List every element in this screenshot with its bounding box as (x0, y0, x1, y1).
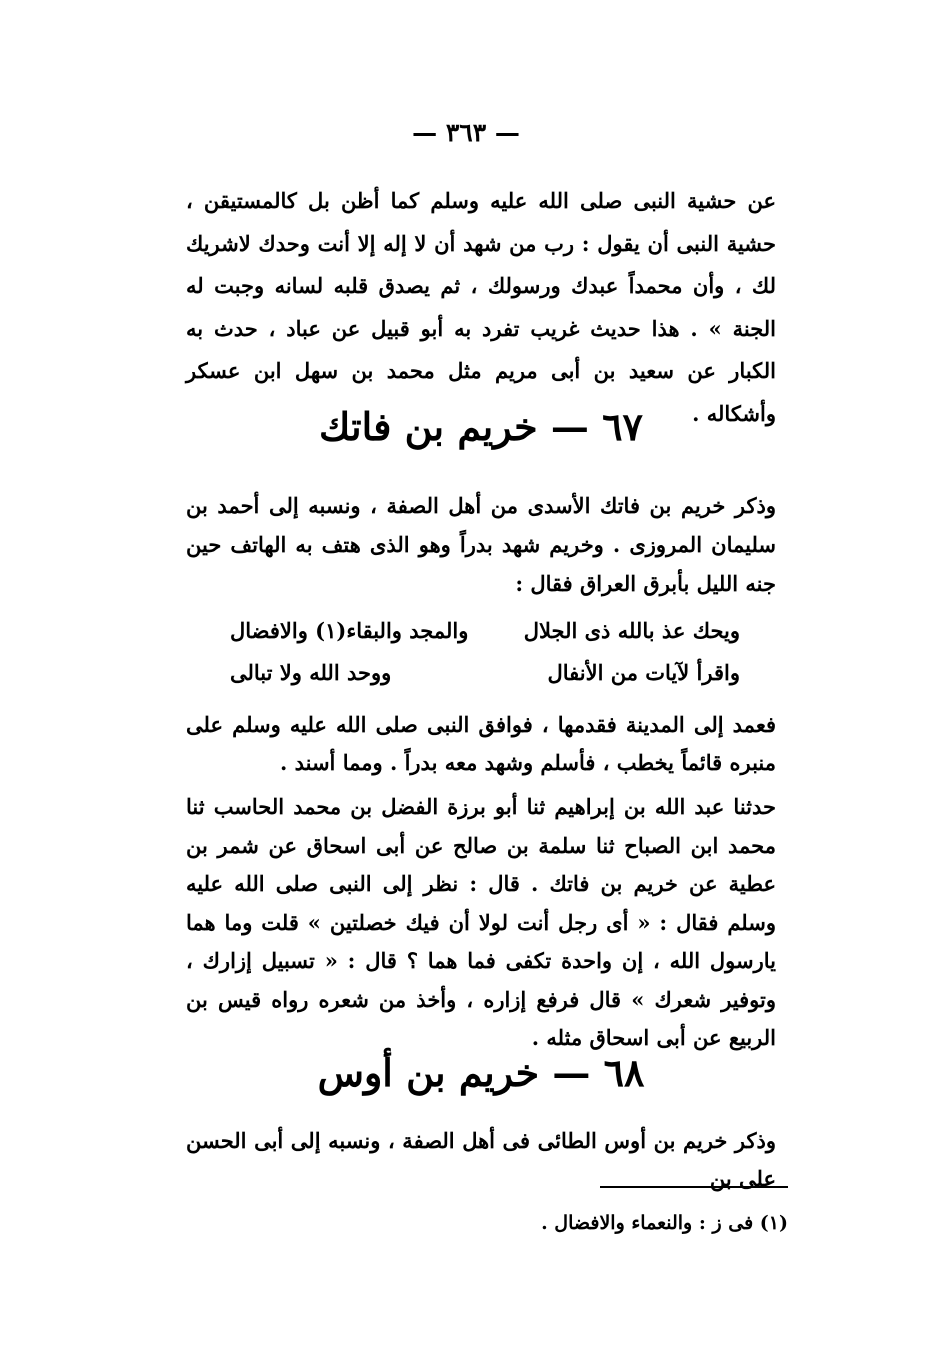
poem-line-1-first-hemistich: ويحك عذ بالله ذى الجلال (523, 618, 740, 643)
poem-line-1-second-hemistich: والمجد والبقاء(١) والافضال (230, 618, 469, 643)
intro-paragraph (186, 180, 776, 435)
section-67-paragraph-1 (186, 486, 776, 603)
section-67-title: ٦٧ — خريم بن فاتك (319, 404, 643, 449)
poem-line-2-first-hemistich: واقرأ لآيات من الأنفال (547, 660, 740, 685)
poem-line-2-second-hemistich: ووحد الله ولا تبالى (230, 660, 392, 685)
poem (230, 618, 740, 702)
poem-line-2 (230, 660, 740, 702)
footnote-divider (600, 1186, 788, 1188)
section-67-paragraph-3 (186, 788, 776, 1058)
section-68-title: ٦٨ — خريم بن أوس (317, 1050, 645, 1095)
footnote: (١) فى ز : والنعماء والافضال . (541, 1212, 788, 1234)
section-67-paragraph-1-text: وذكر خريم بن فاتك الأسدى من أهل الصفة ، ونسبه إلى أحمد بن سليمان المروزى . وخريم شهد بدراً وهو الذى هتف به الهاتف حين جنه الليل بأبرق العراق فقال : (186, 493, 776, 596)
poem-line-1 (230, 618, 740, 660)
section-68-paragraph-1-text: وذكر خريم بن أوس الطائى فى أهل الصفة ، ونسبه إلى أبى الحسن على بن (186, 1128, 776, 1191)
intro-paragraph-text: عن حشية النبى صلى الله عليه وسلم كما أظن بل كالمستيقن ، حشية النبى أن يقول : رب من شهد أن لا إله إلا أنت وحدك لاشريك لك ، وأن محمداً عبدك ورسولك ، ثم يصدق قلبه لسانه وجبت له الجنة » . هذا حديث غريب تفرد به أبو قبيل عن عباد ، حدث به الكبار عن سعيد بن أبى مريم مثل محمد بن سهل ابن عسكر وأشكاله . (186, 188, 776, 426)
section-67-paragraph-2 (186, 706, 776, 782)
page-number: — ٣٦٣ — (412, 118, 520, 147)
section-67-paragraph-3-text: حدثنا عبد الله بن إبراهيم ثنا أبو برزة الفضل بن محمد الحاسب ثنا محمد ابن الصباح ثنا سلمة بن صالح عن أبى اسحاق عن شمر بن عطية عن خريم بن فاتك . قال : نظر إلى النبى صلى الله عليه وسلم فقال : « أى رجل أنت لولا أن فيك خصلتين » قلت وما هما يارسول الله ، إن واحدة تكفى فما هما ؟ قال : « تسبيل إزارك ، وتوفير شعرك » قال فرفع إزاره ، وأخذ من شعره رواه قيس بن الربيع عن أبى اسحاق مثله . (186, 794, 776, 1050)
section-67-paragraph-2-text: فعمد إلى المدينة فقدمها ، فوافق النبى صلى الله عليه وسلم على منبره قائماً يخطب ، فأسلم وشهد معه بدراً . ومما أسند . (186, 712, 776, 775)
